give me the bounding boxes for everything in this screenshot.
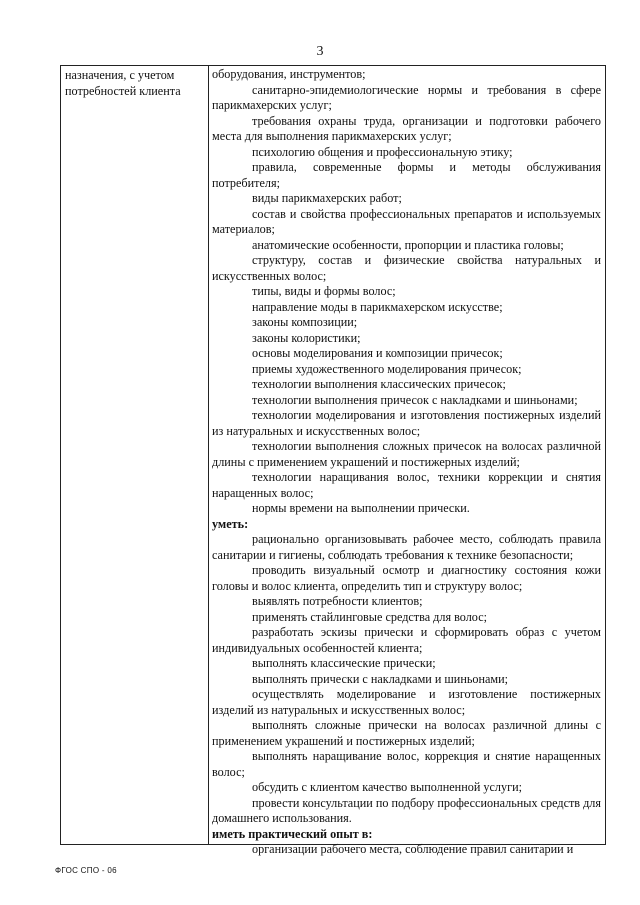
list-item: выполнять классические прически; xyxy=(252,656,436,670)
list-item: технологии выполнения классических причесок; xyxy=(252,377,506,391)
list-item: технологии выполнения причесок с накладками и шиньонами; xyxy=(252,392,578,407)
list-item: рационально организовывать рабочее место, соблюдать правила санитарии и гигиены, соблюдать требования к технике безопасности; xyxy=(212,532,601,562)
list-item: организации рабочего места, соблюдение правил санитарии и xyxy=(252,842,574,856)
list-item: требования охраны труда, организации и подготовки рабочего места для выполнения парикмахерских услуг; xyxy=(212,113,601,143)
list-item: применять стайлинговые средства для волос; xyxy=(252,609,488,624)
list-item: состав и свойства профессиональных препаратов и используемых материалов; xyxy=(212,206,601,236)
list-item: провести консультации по подбору профессиональных средств для домашнего использования. xyxy=(212,795,601,825)
list-item: технологии наращивания волос, техники коррекции и снятия наращенных волос; xyxy=(212,470,601,500)
list-item: законы колористики; xyxy=(252,330,361,345)
list-item: технологии моделирования и изготовления постижерных изделий из натуральных и искусственных волос; xyxy=(212,408,601,438)
list-item: оборудования, инструментов; xyxy=(212,67,366,81)
column-divider xyxy=(208,66,209,844)
list-item: осуществлять моделирование и изготовление постижерных изделий из натуральных и искусственных волос; xyxy=(212,687,601,717)
list-item: выполнять прически с накладками и шиньонами; xyxy=(252,671,509,686)
content-table xyxy=(60,65,606,856)
right-cell-content xyxy=(212,67,601,858)
list-item: выполнять наращивание волос, коррекция и снятие наращенных волос; xyxy=(212,749,601,779)
list-item: структуру, состав и физические свойства натуральных и искусственных волос; xyxy=(212,253,601,283)
list-item: правила, современные формы и методы обслуживания потребителя; xyxy=(212,160,601,190)
list-item: виды парикмахерских работ; xyxy=(252,191,402,205)
list-item: психологию общения и профессиональную этику; xyxy=(252,144,513,159)
list-item: законы композиции; xyxy=(252,315,358,329)
list-item: разработать эскизы прически и сформировать образ с учетом индивидуальных особенностей клиента; xyxy=(212,625,601,655)
list-item: санитарно-эпидемиологические нормы и требования в сфере парикмахерских услуг; xyxy=(212,82,601,112)
section-heading: иметь практический опыт в: xyxy=(212,826,373,841)
list-item: анатомические особенности, пропорции и пластика головы; xyxy=(252,237,564,252)
list-item: обсудить с клиентом качество выполненной услуги; xyxy=(252,780,522,794)
list-item: направление моды в парикмахерском искусстве; xyxy=(252,299,503,314)
footer-label: ФГОС СПО - 06 xyxy=(55,866,117,875)
list-item: типы, виды и формы волос; xyxy=(252,284,396,298)
page-number: 3 xyxy=(316,44,324,59)
section-heading: уметь: xyxy=(212,516,249,531)
left-cell-text: назначения, с учетом потребностей клиента xyxy=(65,68,181,98)
list-item: выполнять сложные прически на волосах различной длины с применением украшений и постижерных изделий; xyxy=(212,718,601,748)
list-item: проводить визуальный осмотр и диагностику состояния кожи головы и волос клиента, определить тип и структуру волос; xyxy=(212,563,601,593)
list-item: выявлять потребности клиентов; xyxy=(252,594,423,608)
list-item: приемы художественного моделирования причесок; xyxy=(252,361,522,376)
list-item: нормы времени на выполнении прически. xyxy=(252,501,470,515)
list-item: технологии выполнения сложных причесок на волосах различной длины с применением украшений и постижерных изделий; xyxy=(212,439,601,469)
list-item: основы моделирования и композиции причесок; xyxy=(252,346,503,360)
